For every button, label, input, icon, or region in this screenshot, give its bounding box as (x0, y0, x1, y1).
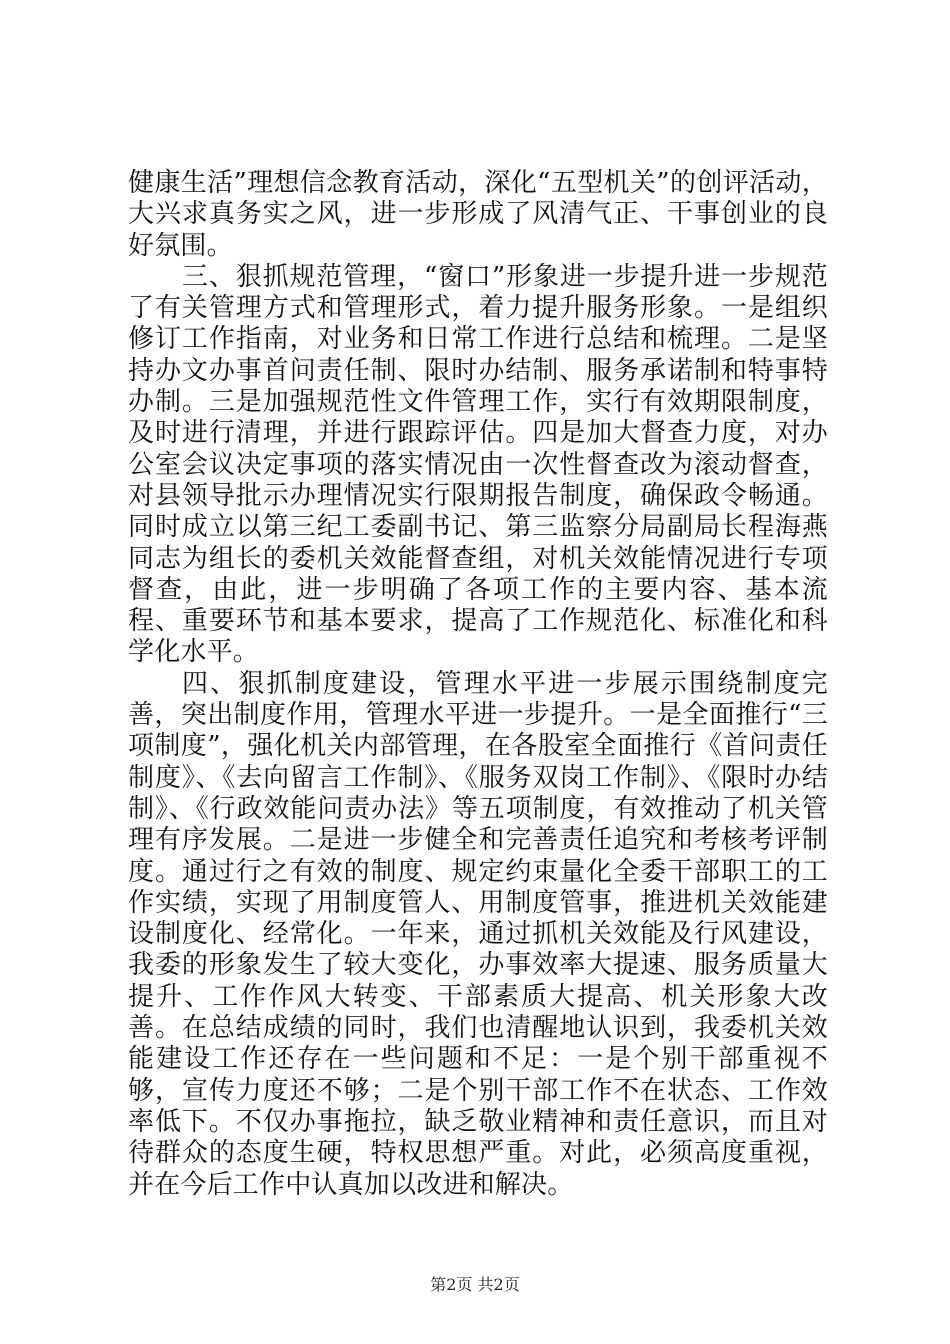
paragraph-continuation: 健康生活”理想信念教育活动，深化“五型机关”的创评活动，大兴求真务实之风，进一步形成了风清气正、干事创业的良好氛围。 (128, 168, 828, 261)
paragraph-system-construction: 四、狠抓制度建设，管理水平进一步展示围绕制度完善，突出制度作用，管理水平进一步提升。一是全面推行“三项制度”，强化机关内部管理，在各股室全面推行《首问责任制度》、《去向留言工作制》、《服务双岗工作制》、《限时办结制》、《行政效能问责办法》等五项制度，有效推动了机关管理有序发展。二是进一步健全和完善责任追究和考核考评制度。通过行之有效的制度、规定约束量化全委干部职工的工作实绩，实现了用制度管人、用制度管事，推进机关效能建设制度化、经常化。一年来，通过抓机关效能及行风建设，我委的形象发生了较大变化，办事效率大提速、服务质量大提升、工作作风大转变、干部素质大提高、机关形象大改善。在总结成绩的同时，我们也清醒地认识到，我委机关效能建设工作还存在一些问题和不足：一是个别干部重视不够，宣传力度还不够；二是个别干部工作不在状态、工作效率低下。不仅办事拖拉，缺乏敬业精神和责任意识，而且对待群众的态度生硬，特权思想严重。对此，必须高度重视，并在今后工作中认真加以改进和解决。 (128, 668, 828, 1200)
page-number-footer: 第2页 共2页 (430, 1275, 520, 1294)
paragraph-standard-management: 三、狠抓规范管理，“窗口”形象进一步提升进一步规范了有关管理方式和管理形式，着力提升服务形象。一是组织修订工作指南，对业务和日常工作进行总结和梳理。二是坚持办文办事首问责任制、限时办结制、服务承诺制和特事特办制。三是加强规范性文件管理工作，实行有效期限制度，及时进行清理，并进行跟踪评估。四是加大督查力度，对办公室会议决定事项的落实情况由一次性督查改为滚动督查，对县领导批示办理情况实行限期报告制度，确保政令畅通。同时成立以第三纪工委副书记、第三监察分局副局长程海燕同志为组长的委机关效能督查组，对机关效能情况进行专项督查，由此，进一步明确了各项工作的主要内容、基本流程、重要环节和基本要求，提高了工作规范化、标准化和科学化水平。 (128, 261, 828, 668)
document-body (128, 168, 828, 1201)
